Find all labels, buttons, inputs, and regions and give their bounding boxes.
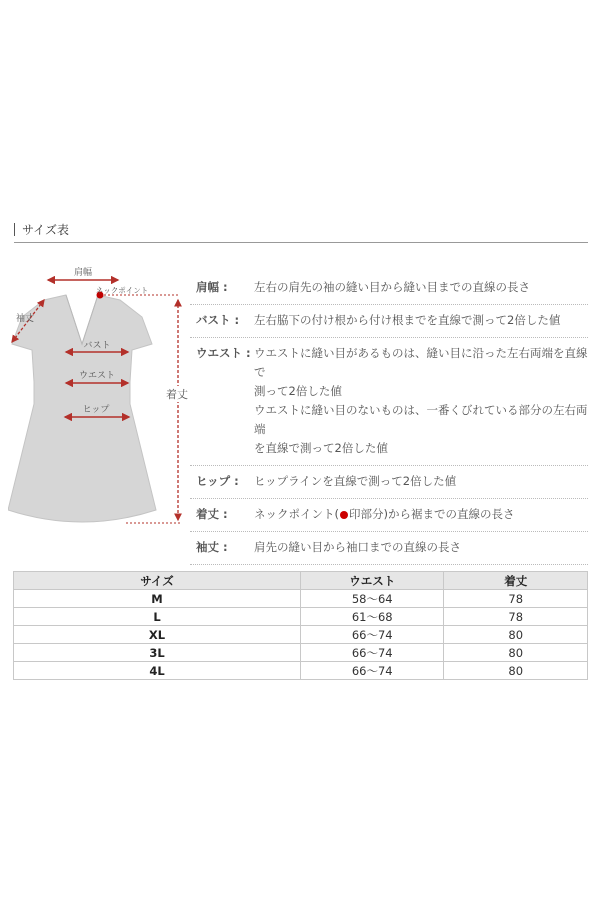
size-cell: L [14, 608, 301, 626]
definition-line: 肩先の縫い目から袖口までの直線の長さ [254, 540, 461, 554]
definition-line: 左右の肩先の袖の縫い目から縫い目までの直線の長さ [254, 280, 530, 294]
definition-desc [254, 472, 588, 491]
sleeve-label: 袖丈 [15, 314, 35, 324]
definition-desc [254, 505, 588, 524]
length-cell: 78 [444, 590, 588, 608]
definition-term: ヒップ : [196, 474, 239, 488]
table-row [14, 644, 588, 662]
table-row [14, 626, 588, 644]
size-cell: M [14, 590, 301, 608]
definition-term: ウエスト : [196, 346, 251, 360]
waist-cell: 66～74 [300, 626, 444, 644]
bust-label: バスト [83, 341, 111, 351]
size-cell: XL [14, 626, 301, 644]
definition-waist [190, 338, 588, 466]
definition-desc [254, 344, 588, 458]
table-row [14, 590, 588, 608]
waist-cell: 61～68 [300, 608, 444, 626]
shoulder-label: 肩幅 [73, 268, 93, 278]
red-dot-icon [340, 511, 348, 519]
definition-term: 袖丈 : [196, 540, 228, 554]
definition-sleeve [190, 532, 588, 565]
table-row [14, 662, 588, 680]
definition-line-part: 印部分)から裾までの直線の長さ [349, 507, 515, 521]
size-cell: 4L [14, 662, 301, 680]
definition-line: ウエストに縫い目のないものは、一番くびれている部分の左右両端 [254, 403, 588, 436]
header-waist: ウエスト [300, 572, 444, 590]
waist-label: ウエスト [78, 371, 116, 381]
definition-line: を直線で測って2倍した値 [254, 441, 388, 455]
length-cell: 80 [444, 644, 588, 662]
waist-cell: 58～64 [300, 590, 444, 608]
size-table [13, 571, 588, 680]
definition-desc [254, 278, 588, 297]
header-length: 着丈 [444, 572, 588, 590]
definition-hip [190, 466, 588, 499]
definition-line: ウエストに縫い目があるものは、縫い目に沿った左右両端を直線で [254, 346, 588, 379]
definition-desc [254, 311, 588, 330]
definition-line [254, 505, 588, 524]
hip-label: ヒップ [82, 405, 110, 415]
measurement-definitions [190, 272, 588, 565]
definition-shoulder [190, 272, 588, 305]
definition-length [190, 499, 588, 532]
length-cell: 80 [444, 662, 588, 680]
definition-line: 測って2倍した値 [254, 384, 342, 398]
definition-bust [190, 305, 588, 338]
definition-term: 肩幅 : [196, 280, 228, 294]
neck-point-label: ネックポイント [95, 286, 149, 295]
section-heading [14, 220, 588, 243]
waist-cell: 66～74 [300, 644, 444, 662]
header-size: サイズ [14, 572, 301, 590]
definition-desc [254, 538, 588, 557]
table-row [14, 608, 588, 626]
length-label: 着丈 [166, 388, 188, 401]
dress-diagram [8, 262, 198, 532]
heading-bar [14, 223, 15, 236]
length-cell: 78 [444, 608, 588, 626]
section-title: サイズ表 [22, 223, 70, 237]
definition-term: バスト : [196, 313, 240, 327]
dress-diagram-svg [8, 262, 198, 532]
size-cell: 3L [14, 644, 301, 662]
definition-term: 着丈 : [196, 507, 228, 521]
size-table-header [14, 572, 588, 590]
definition-line-part: ネックポイント( [254, 507, 339, 521]
waist-cell: 66～74 [300, 662, 444, 680]
definition-line: ヒップラインを直線で測って2倍した値 [254, 474, 457, 488]
definition-line: 左右脇下の付け根から付け根までを直線で測って2倍した値 [254, 313, 561, 327]
length-cell: 80 [444, 626, 588, 644]
